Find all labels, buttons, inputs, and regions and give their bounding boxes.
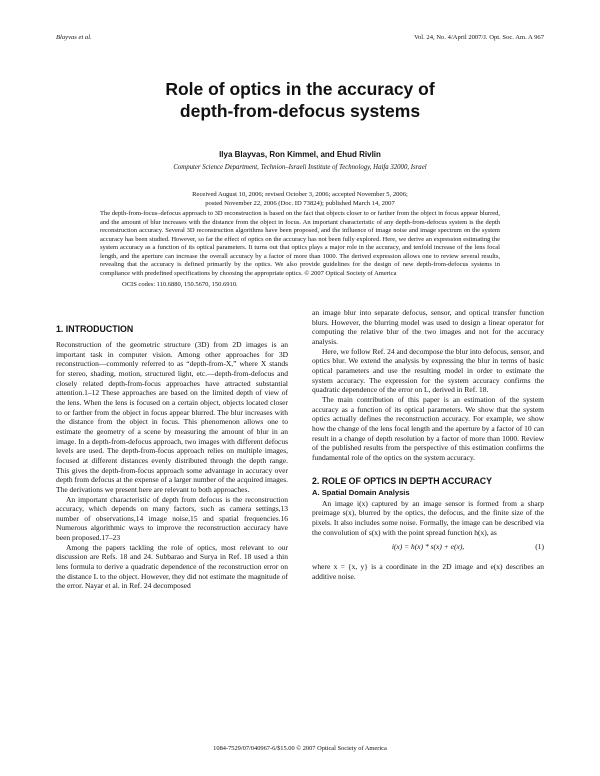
running-header-right: Vol. 24, No. 4/April 2007/J. Opt. Soc. Am. A 967 [414, 34, 544, 41]
page-footer: 1084-7529/07/040967-6/$15.00 © 2007 Optical Society of America [213, 745, 387, 752]
ocis-codes: OCIS codes: 110.6880, 150.5670, 150.6910. [122, 281, 238, 288]
intro-paragraph-1: Reconstruction of the geometric structure (3D) from 2D images is an important task in computer vision. Among other approaches for 3D reconstruction—commonly referred to as “depth-from-X,” where X stands for stereo, shading, motion, structured light, etc.—depth-from-defocus and closely related depth-from-focus approaches have attracted substantial attention.1–12 These approaches are based on the limited depth of view of the lens. When the lens is focused on a certain object, objects located closer to or farther from the object in focus appear blurred. The blur increases with the distance from the object in focus. This phenomenon allows one to estimate the geometry of a scene by measuring the amount of blur in an image. In a depth-from-defocus approach, two images with different defocus levels are used. The depth-from-focus approach relies on multiple images, focused at different distances evenly distributed through the depth range. This gives the depth-from-focus approach some advantage in accuracy over depth from defocus at the expense of a larger number of the acquired images. The derivations we present here are relevant to both approaches. [56, 340, 288, 494]
section-2-paragraph: An image i(x) captured by an image sensor is formed from a sharp preimage s(x), blurred by the optics, the defocus, and the finite size of the pixels. It also includes some noise. Formally, the image can be described via the convolution of s(x) with the point spread function h(x), as [312, 498, 544, 537]
intro-paragraph-2: An important characteristic of depth from defocus is the reconstruction accuracy, which depends on many factors, such as camera settings,13 number of observations,14 image noise,15 and spatial frequencies.16 Numerous algorithmic ways to improve the reconstruction accuracy have been proposed.17–23 [56, 494, 288, 543]
affiliation: Computer Science Department, Technion–Israeli Institute of Technology, Haifa 32000, Israel [173, 164, 427, 171]
right-paragraph-3: The main contribution of this paper is an estimation of the system accuracy as a function of its optical parameters. We show that the system optics actually defines the reconstruction accuracy. For example, we show how the change of the lens focal length and the aperture by a factor of 10 can result in a change of depth resolution by a factor of more than 1000. Review of the published results from the perspective of this estimation confirms the fundamental role of the optics on the system accuracy. [312, 394, 544, 462]
title-line-1: Role of optics in the accuracy of [165, 79, 435, 99]
right-column [312, 308, 544, 582]
running-header-left: Blayvas et al. [56, 34, 92, 41]
abstract: The depth-from-focus–defocus approach to 3D reconstruction is based on the fact that objects closer to or farther from the object in focus appear blurred, and the amount of blur increases with the distance from the object in focus. An important characteristic of any depth-from-defocus system is the depth reconstruction accuracy. Several 3D reconstruction algorithms have been proposed, and the influence of image noise and image spectrum on the system accuracy has been studied. However, so far the effect of optics on the accuracy has not been fully explored. Here, we derive an expression estimating the system accuracy as a function of its optical parameters. It turns out that optics plays a major role in the accuracy, and tenfold increase of the lens focal length, and the aperture can increase the overall accuracy by a factor of more than 1000. The derived expression allows one to review several results, revealing that the accuracy is defined primarily by the optics. We also provide guidelines for the design of new depth-from-defocus systems in compliance with predefined specifications by choosing the appropriate optics. © 2007 Optical Society of America [100, 210, 500, 277]
paper-title [0, 78, 600, 122]
after-equation-text: where x = {x, y} is a coordinate in the 2D image and e(x) describes an additive noise. [312, 562, 544, 582]
equation-1 [312, 542, 544, 558]
intro-paragraph-3: Among the papers tackling the role of optics, most relevant to our discussion are Refs. 18 and 24. Subbarao and Surya in Ref. 18 used a thin lens formula to derive a quadratic dependence of the reconstruction error on the distance L to the object. However, they did not estimate the magnitude of the error. Nayar et al. in Ref. 24 decomposed [56, 542, 288, 591]
authors: Ilya Blayvas, Ron Kimmel, and Ehud Rivlin [219, 150, 381, 159]
received-dates [0, 190, 600, 208]
received-line-1: Received August 10, 2006; revised October 3, 2006; accepted November 5, 2006; [192, 191, 408, 198]
section-1-heading: 1. INTRODUCTION [56, 324, 134, 334]
equation-1-number: (1) [535, 542, 544, 552]
right-paragraph-1: an image blur into separate defocus, sensor, and optical transfer function blurs. However, the blurring model was used to design a linear operator for computing the relative blur of the two images and not for the accuracy analysis. [312, 308, 544, 346]
received-line-2: posted November 22, 2006 (Doc. ID 73824); published March 14, 2007 [205, 200, 395, 207]
section-2-heading: 2. ROLE OF OPTICS IN DEPTH ACCURACY [312, 475, 493, 486]
title-line-2: depth-from-defocus systems [179, 101, 421, 121]
right-paragraph-2: Here, we follow Ref. 24 and decompose the blur into defocus, sensor, and optics blur. We extend the analysis by expressing the blur in terms of basic optical parameters and use the resulting model in order to estimate the system accuracy. The expression for the system accuracy confirms the quadratic dependence of the error on L, derived in Ref. 18. [312, 346, 544, 395]
left-column [56, 340, 288, 591]
equation-1-body: i(x) = h(x) * s(x) + e(x), [391, 542, 465, 552]
subsection-a-heading: A. Spatial Domain Analysis [312, 488, 410, 498]
